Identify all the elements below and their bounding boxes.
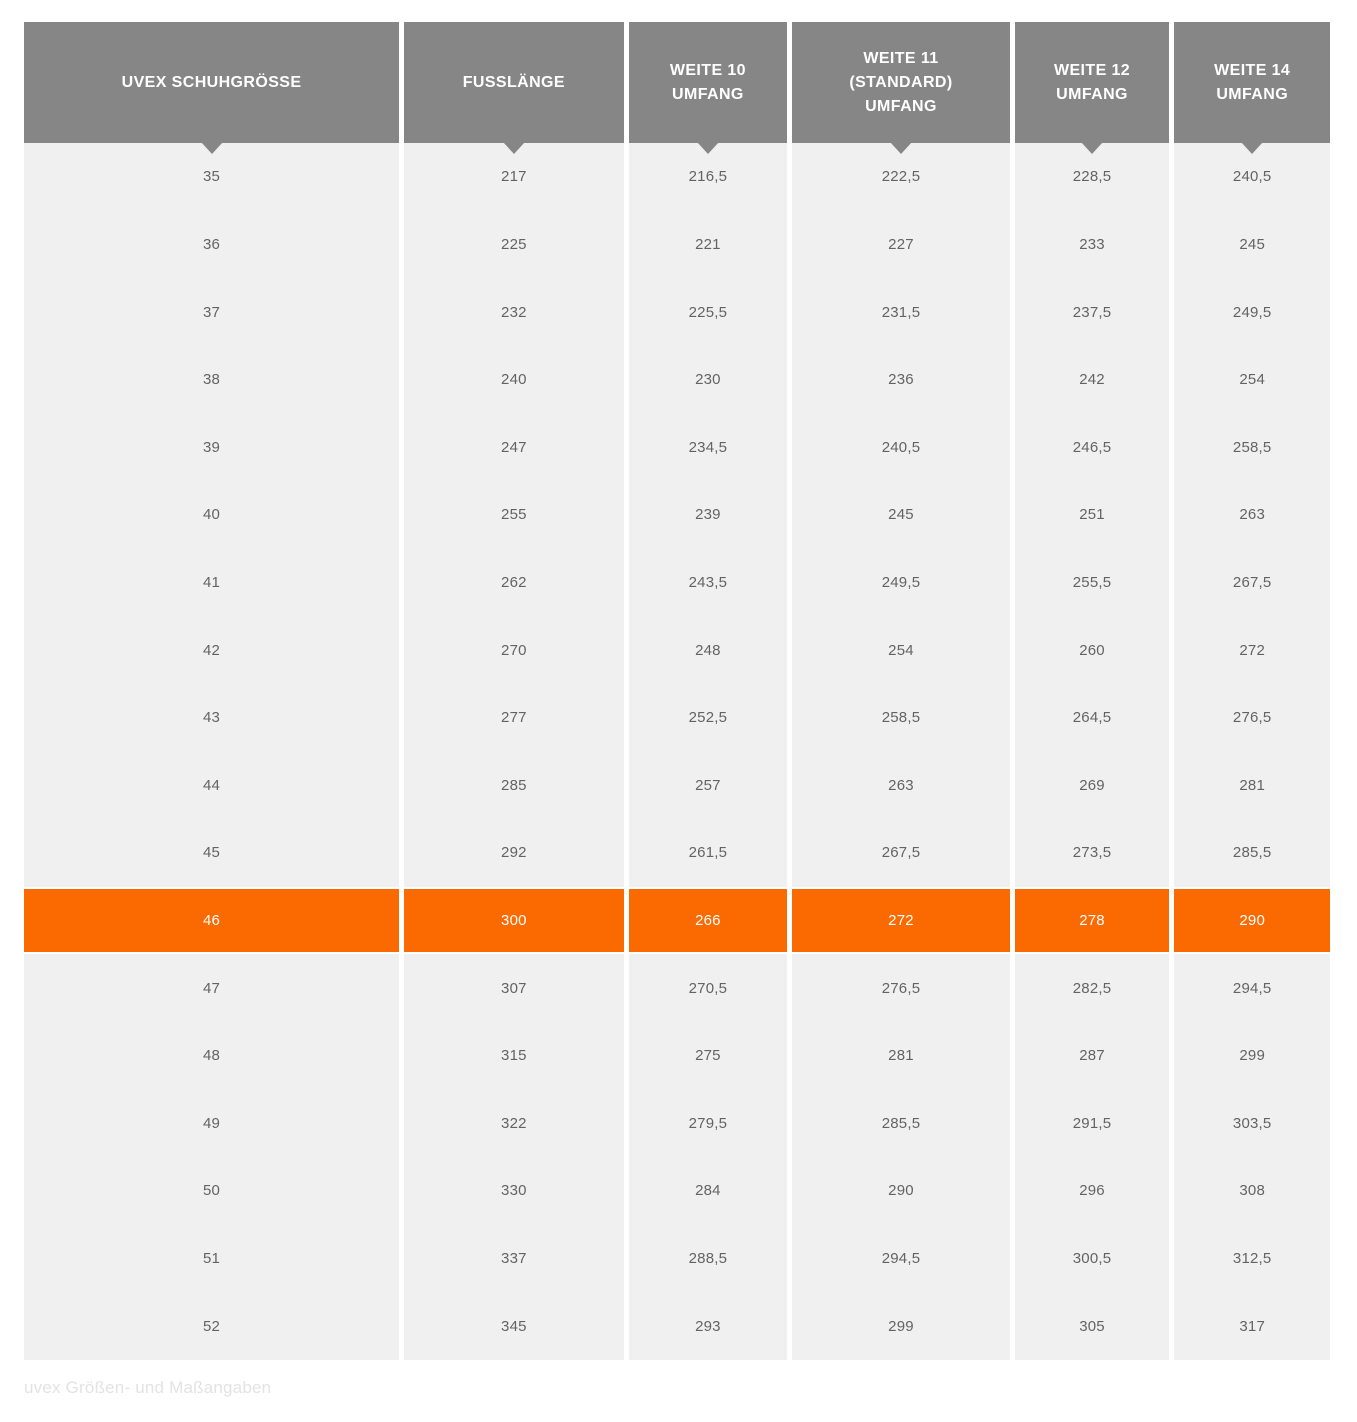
table-cell: 257: [629, 751, 788, 819]
table-cell: 35: [24, 143, 399, 211]
table-cell: 266: [629, 887, 788, 955]
column-header-label-line: WEITE 14: [1214, 61, 1291, 79]
header-arrow-down-icon: [201, 142, 223, 154]
table-cell: 50: [24, 1157, 399, 1225]
table-cell: 285,5: [792, 1090, 1009, 1158]
table-cell: 234,5: [629, 413, 788, 481]
table-cell: 245: [1174, 211, 1330, 279]
table-cell: 290: [1174, 887, 1330, 955]
table-row[interactable]: [24, 751, 1330, 819]
column-header-label-line: (STANDARD): [849, 73, 953, 91]
table-cell: 41: [24, 549, 399, 617]
table-cell: 299: [792, 1292, 1009, 1360]
table-cell: 272: [792, 887, 1009, 955]
table-row[interactable]: [24, 1022, 1330, 1090]
table-cell: 217: [404, 143, 623, 211]
table-cell: 246,5: [1015, 413, 1170, 481]
table-cell: 315: [404, 1022, 623, 1090]
header-arrow-down-icon: [1081, 142, 1103, 154]
table-cell: 264,5: [1015, 684, 1170, 752]
column-header-5: [1174, 22, 1330, 143]
table-cell: 240: [404, 346, 623, 414]
table-cell: 216,5: [629, 143, 788, 211]
table-cell: 322: [404, 1090, 623, 1158]
table-cell: 44: [24, 751, 399, 819]
header-arrow-down-icon: [1241, 142, 1263, 154]
table-cell: 285,5: [1174, 819, 1330, 887]
table-cell: 263: [792, 751, 1009, 819]
table-cell: 276,5: [1174, 684, 1330, 752]
table-cell: 225,5: [629, 278, 788, 346]
table-cell: 337: [404, 1225, 623, 1293]
table-cell: 270: [404, 616, 623, 684]
table-cell: 222,5: [792, 143, 1009, 211]
table-cell: 262: [404, 549, 623, 617]
table-cell: 39: [24, 413, 399, 481]
table-cell: 269: [1015, 751, 1170, 819]
column-header-label: [463, 71, 565, 95]
column-header-label-line: UMFANG: [1056, 85, 1128, 103]
column-header-label-line: FUSSLÄNGE: [462, 73, 565, 91]
table-cell: 294,5: [1174, 954, 1330, 1022]
table-row[interactable]: [24, 1157, 1330, 1225]
column-header-label: [1054, 59, 1130, 107]
table-cell: 278: [1015, 887, 1170, 955]
table-cell: 307: [404, 954, 623, 1022]
table-cell: 305: [1015, 1292, 1170, 1360]
table-cell: 293: [629, 1292, 788, 1360]
table-cell: 228,5: [1015, 143, 1170, 211]
table-cell: 231,5: [792, 278, 1009, 346]
table-row-selected[interactable]: [24, 887, 1330, 955]
table-row[interactable]: [24, 1292, 1330, 1360]
table-cell: 247: [404, 413, 623, 481]
table-cell: 225: [404, 211, 623, 279]
column-header-1: [404, 22, 623, 143]
table-cell: 236: [792, 346, 1009, 414]
table-cell: 258,5: [792, 684, 1009, 752]
table-caption: uvex Größen- und Maßangaben: [24, 1378, 272, 1397]
table-row[interactable]: [24, 684, 1330, 752]
table-row[interactable]: [24, 481, 1330, 549]
header-arrow-down-icon: [697, 142, 719, 154]
table-row[interactable]: [24, 211, 1330, 279]
table-cell: 38: [24, 346, 399, 414]
table-cell: 242: [1015, 346, 1170, 414]
column-header-label-line: UMFANG: [672, 85, 744, 103]
table-cell: 227: [792, 211, 1009, 279]
table-cell: 292: [404, 819, 623, 887]
table-cell: 52: [24, 1292, 399, 1360]
table-cell: 42: [24, 616, 399, 684]
table-cell: 330: [404, 1157, 623, 1225]
column-header-3: [792, 22, 1009, 143]
table-cell: 47: [24, 954, 399, 1022]
column-header-label-line: UMFANG: [1216, 85, 1289, 103]
column-header-label-line: WEITE 12: [1053, 61, 1131, 79]
table-cell: 296: [1015, 1157, 1170, 1225]
table-cell: 272: [1174, 616, 1330, 684]
table-cell: 255: [404, 481, 623, 549]
header-arrow-down-icon: [890, 142, 912, 154]
table-cell: 281: [792, 1022, 1009, 1090]
table-row[interactable]: [24, 616, 1330, 684]
table-cell: 49: [24, 1090, 399, 1158]
table-cell: 285: [404, 751, 623, 819]
table-cell: 221: [629, 211, 788, 279]
table-cell: 282,5: [1015, 954, 1170, 1022]
table-cell: 317: [1174, 1292, 1330, 1360]
table-cell: 233: [1015, 211, 1170, 279]
table-cell: 40: [24, 481, 399, 549]
table-cell: 248: [629, 616, 788, 684]
table-cell: 263: [1174, 481, 1330, 549]
table-cell: 288,5: [629, 1225, 788, 1293]
table-cell: 254: [792, 616, 1009, 684]
table-cell: 45: [24, 819, 399, 887]
table-cell: 303,5: [1174, 1090, 1330, 1158]
table-cell: 43: [24, 684, 399, 752]
table-cell: 48: [24, 1022, 399, 1090]
table-cell: 252,5: [629, 684, 788, 752]
table-cell: 249,5: [792, 549, 1009, 617]
table-cell: 275: [629, 1022, 788, 1090]
table-cell: 277: [404, 684, 623, 752]
table-row[interactable]: [24, 819, 1330, 887]
table-row[interactable]: [24, 954, 1330, 1022]
table-cell: 46: [24, 887, 399, 955]
column-header-label-line: UMFANG: [865, 97, 937, 115]
table-cell: 312,5: [1174, 1225, 1330, 1293]
column-header-label: [1214, 59, 1290, 107]
table-cell: 270,5: [629, 954, 788, 1022]
table-row[interactable]: [24, 278, 1330, 346]
table-cell: 260: [1015, 616, 1170, 684]
table-cell: 51: [24, 1225, 399, 1293]
table-cell: 237,5: [1015, 278, 1170, 346]
table-cell: 245: [792, 481, 1009, 549]
table-row[interactable]: [24, 346, 1330, 414]
table-cell: 230: [629, 346, 788, 414]
table-cell: 254: [1174, 346, 1330, 414]
table-cell: 287: [1015, 1022, 1170, 1090]
table-cell: 258,5: [1174, 413, 1330, 481]
column-header-label: [849, 47, 952, 119]
table-row[interactable]: [24, 413, 1330, 481]
table-cell: 249,5: [1174, 278, 1330, 346]
table-row[interactable]: [24, 1225, 1330, 1293]
table-cell: 300: [404, 887, 623, 955]
column-header-0: [24, 22, 399, 143]
table-cell: 267,5: [792, 819, 1009, 887]
table-cell: 240,5: [1174, 143, 1330, 211]
table-cell: 255,5: [1015, 549, 1170, 617]
column-header-label-line: WEITE 10: [669, 61, 746, 79]
column-header-2: [629, 22, 788, 143]
table-row[interactable]: [24, 1090, 1330, 1158]
table-cell: 279,5: [629, 1090, 788, 1158]
table-cell: 345: [404, 1292, 623, 1360]
table-cell: 299: [1174, 1022, 1330, 1090]
table-cell: 240,5: [792, 413, 1009, 481]
header-arrow-down-icon: [503, 142, 525, 154]
column-header-label: [670, 59, 746, 107]
column-header-label-line: UVEX SCHUHGRÖSSE: [121, 73, 302, 91]
table-cell: 284: [629, 1157, 788, 1225]
column-header-label: [122, 71, 302, 95]
table-cell: 261,5: [629, 819, 788, 887]
table-cell: 239: [629, 481, 788, 549]
table-cell: 294,5: [792, 1225, 1009, 1293]
table-cell: 300,5: [1015, 1225, 1170, 1293]
table-cell: 308: [1174, 1157, 1330, 1225]
table-cell: 36: [24, 211, 399, 279]
table-cell: 251: [1015, 481, 1170, 549]
table-cell: 290: [792, 1157, 1009, 1225]
table-cell: 37: [24, 278, 399, 346]
table-body: [24, 143, 1330, 1360]
table-header-row: [24, 22, 1330, 143]
table-cell: 281: [1174, 751, 1330, 819]
table-cell: 243,5: [629, 549, 788, 617]
table-row[interactable]: [24, 549, 1330, 617]
column-header-label-line: WEITE 11: [863, 49, 939, 67]
table-cell: 273,5: [1015, 819, 1170, 887]
table-cell: 232: [404, 278, 623, 346]
column-header-4: [1015, 22, 1170, 143]
table-cell: 276,5: [792, 954, 1009, 1022]
size-table: [24, 22, 1330, 1360]
table-cell: 291,5: [1015, 1090, 1170, 1158]
table-cell: 267,5: [1174, 549, 1330, 617]
